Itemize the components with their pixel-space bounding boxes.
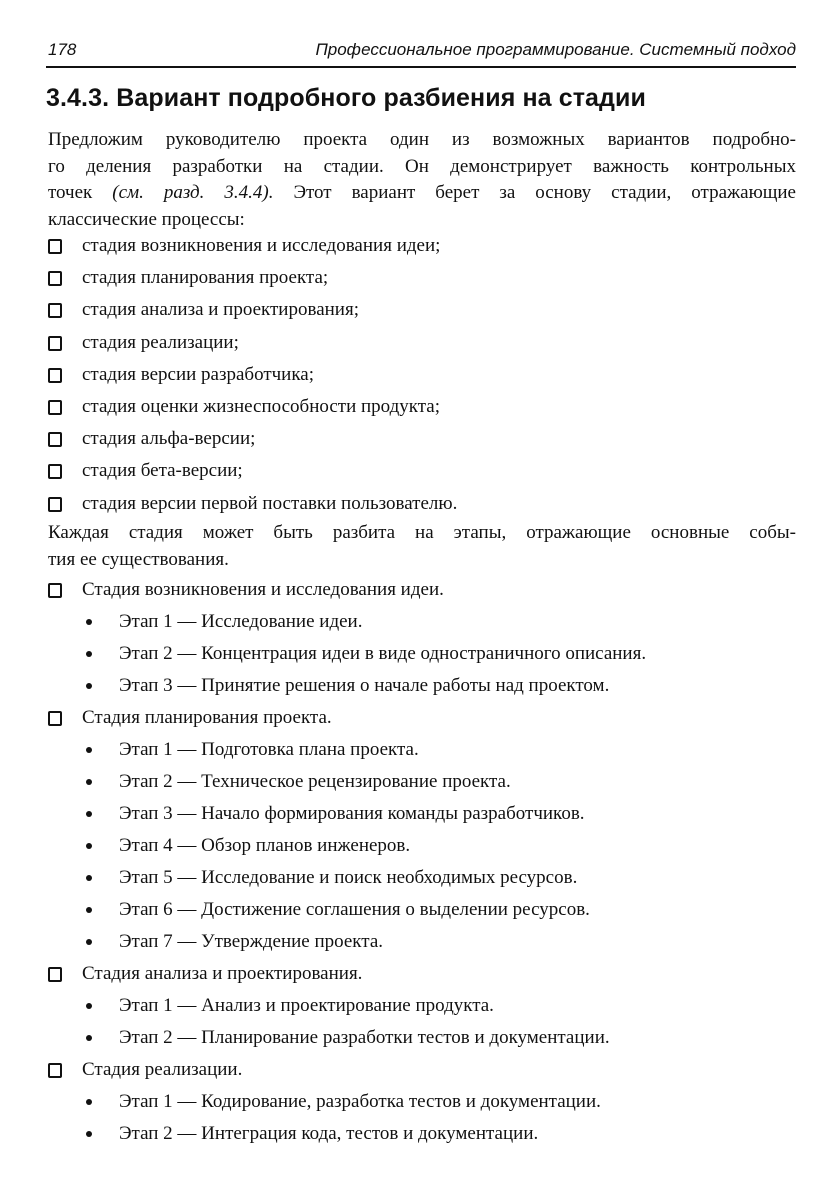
stage-item-text: стадия версии первой поставки пользователю.: [82, 492, 458, 514]
square-bullet-icon: [48, 1063, 62, 1078]
step-item-text: Этап 1 — Анализ и проектирование продукта.: [119, 995, 494, 1016]
step-item-text: Этап 1 — Подготовка плана проекта.: [119, 739, 419, 760]
round-bullet-icon: [86, 875, 92, 881]
square-bullet-icon: [48, 239, 62, 254]
square-bullet-icon: [48, 711, 62, 726]
page-number: 178: [48, 40, 77, 59]
stage-heading-item-text: Стадия анализа и проектирования.: [82, 963, 363, 984]
step-item-text: Этап 7 — Утверждение проекта.: [119, 931, 384, 952]
step-item-text: Этап 2 — Интеграция кода, тестов и документации.: [119, 1123, 539, 1144]
stage-item-text: стадия реализации;: [82, 331, 239, 353]
stage-heading-item-text: Стадия реализации.: [82, 1059, 243, 1080]
step-item-text: Этап 1 — Кодирование, разработка тестов и документации.: [119, 1091, 601, 1112]
square-bullet-icon: [48, 271, 62, 286]
square-bullet-icon: [48, 336, 62, 351]
square-bullet-icon: [48, 400, 62, 415]
step-item-text: Этап 2 — Концентрация идеи в виде одностраничного описания.: [119, 643, 647, 664]
round-bullet-icon: [86, 1003, 92, 1009]
round-bullet-icon: [86, 779, 92, 785]
stage-heading-item-text: Стадия планирования проекта.: [82, 707, 332, 728]
stage-item-text: стадия бета-версии;: [82, 460, 243, 482]
step-item-text: Этап 2 — Техническое рецензирование проекта.: [119, 771, 511, 792]
step-item-text: Этап 3 — Принятие решения о начале работы над проектом.: [119, 675, 610, 696]
square-bullet-icon: [48, 497, 62, 512]
stage-item-text: стадия альфа-версии;: [82, 428, 256, 450]
section-heading: 3.4.3. Вариант подробного разбиения на стадии: [46, 84, 646, 112]
stage-heading-item-text: Стадия возникновения и исследования идеи.: [82, 579, 444, 600]
step-item-text: Этап 4 — Обзор планов инженеров.: [119, 835, 411, 856]
square-bullet-icon: [48, 368, 62, 383]
round-bullet-icon: [86, 939, 92, 945]
square-bullet-icon: [48, 464, 62, 479]
intro-text: точек: [48, 182, 113, 203]
square-bullet-icon: [48, 432, 62, 447]
intro-line: [48, 180, 796, 207]
step-item-text: Этап 2 — Планирование разработки тестов и документации.: [119, 1027, 610, 1048]
stage-item-text: стадия анализа и проектирования;: [82, 299, 359, 321]
step-item-text: Этап 5 — Исследование и поиск необходимых ресурсов.: [119, 867, 578, 888]
round-bullet-icon: [86, 1035, 92, 1041]
step-item-text: Этап 1 — Исследование идеи.: [119, 611, 363, 632]
intro-text: Этот вариант берет за основу стадии, отражающие: [273, 182, 796, 203]
running-header: [46, 40, 796, 68]
round-bullet-icon: [86, 1099, 92, 1105]
intro-line: классические процессы:: [48, 208, 245, 230]
each-stage-paragraph: [48, 520, 796, 573]
intro-line: го деления разработки на стадии. Он демонстрирует важность контрольных: [48, 155, 796, 177]
stage-item-text: стадия оценки жизнеспособности продукта;: [82, 396, 441, 417]
round-bullet-icon: [86, 843, 92, 849]
step-item-text: Этап 3 — Начало формирования команды разработчиков.: [119, 803, 585, 824]
round-bullet-icon: [86, 907, 92, 913]
square-bullet-icon: [48, 967, 62, 982]
round-bullet-icon: [86, 619, 92, 625]
intro-paragraph: [48, 127, 796, 233]
round-bullet-icon: [86, 651, 92, 657]
each-stage-line: тия ее существования.: [48, 548, 229, 570]
running-title: Профессиональное программирование. Системный подход: [315, 40, 796, 59]
stage-item-text: стадия планирования проекта;: [82, 267, 329, 289]
intro-line: Предложим руководителю проекта один из возможных вариантов подробно-: [48, 129, 796, 150]
square-bullet-icon: [48, 303, 62, 318]
round-bullet-icon: [86, 1131, 92, 1137]
round-bullet-icon: [86, 747, 92, 753]
square-bullet-icon: [48, 583, 62, 598]
step-item-text: Этап 6 — Достижение соглашения о выделении ресурсов.: [119, 899, 590, 920]
round-bullet-icon: [86, 683, 92, 689]
stage-item-text: стадия версии разработчика;: [82, 363, 315, 385]
stage-item-text: стадия возникновения и исследования идеи;: [82, 235, 441, 256]
round-bullet-icon: [86, 811, 92, 817]
cross-reference: (см. разд. 3.4.4).: [112, 182, 274, 203]
each-stage-line: Каждая стадия может быть разбита на этапы, отражающие основные собы-: [48, 522, 796, 543]
